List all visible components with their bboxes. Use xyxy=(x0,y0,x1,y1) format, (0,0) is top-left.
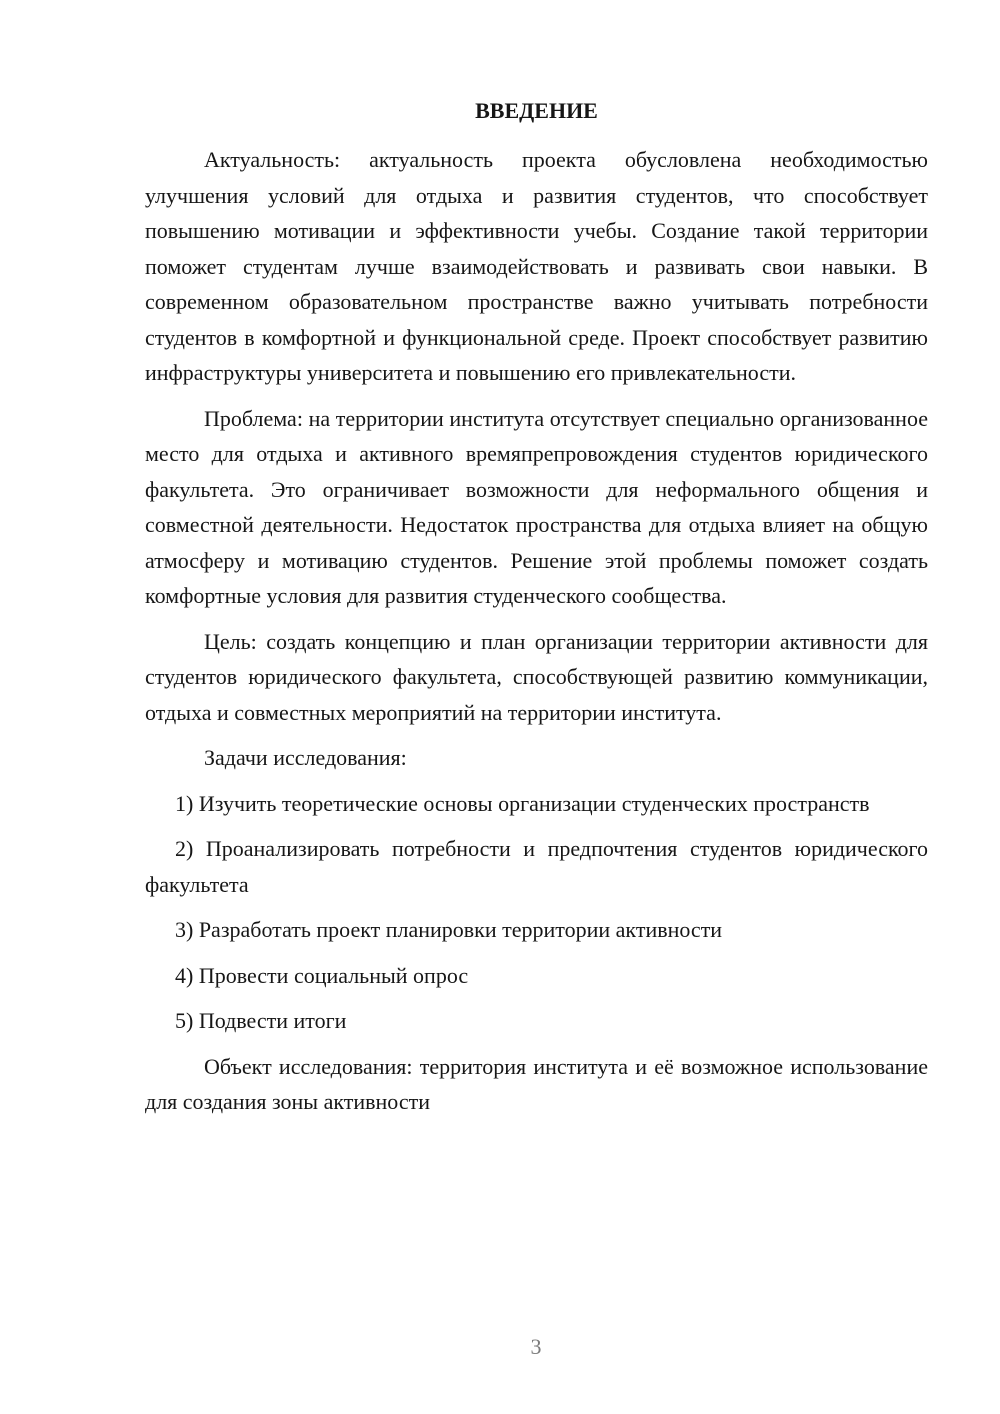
paragraph-relevance: Актуальность: актуальность проекта обусловлена необходимостью улучшения условий для отдыха и развития студентов, что способствует повышению мотивации и эффективности учебы. Создание такой территории поможет студентам лучше взаимодействовать и развивать свои навыки. В современном образовательном пространстве важно учитывать потребности студентов в комфортной и функциональной среде. Проект способствует развитию инфраструктуры университета и повышению его привлекательности. xyxy=(145,147,928,385)
page-number: 3 xyxy=(530,1334,542,1359)
task-item-5: 5) Подвести итоги xyxy=(175,1008,347,1033)
task-item-4: 4) Провести социальный опрос xyxy=(175,962,469,988)
paragraph-goal: Цель: создать концепцию и план организации территории активности для студентов юридического факультета, способствующей развитию коммуникации, отдыха и совместных мероприятий на территории института. xyxy=(145,628,928,725)
tasks-heading: Задачи исследования: xyxy=(204,745,407,770)
paragraph-object: Объект исследования: территория института и её возможное использование для создания зоны активности xyxy=(145,1053,928,1114)
paragraph-problem: Проблема: на территории института отсутствует специально организованное место для отдыха и активного времяпрепровождения студентов юридического факультета. Это ограничивает возможности для неформального общения и совместной деятельности. Недостаток пространства для отдыха влияет на общую атмосферу и мотивацию студентов. Решение этой проблемы поможет создать комфортные условия для развития студенческого сообщества. xyxy=(145,405,928,608)
document-body xyxy=(145,142,928,1130)
task-item-1: 1) Изучить теоретические основы организации студенческих пространств xyxy=(175,790,870,816)
task-item-2: 2) Проанализировать потребности и предпочтения студентов юридического факультета xyxy=(145,836,928,897)
page-title: ВВЕДЕНИЕ xyxy=(475,98,598,123)
task-item-3: 3) Разработать проект планировки территории активности xyxy=(175,917,723,942)
